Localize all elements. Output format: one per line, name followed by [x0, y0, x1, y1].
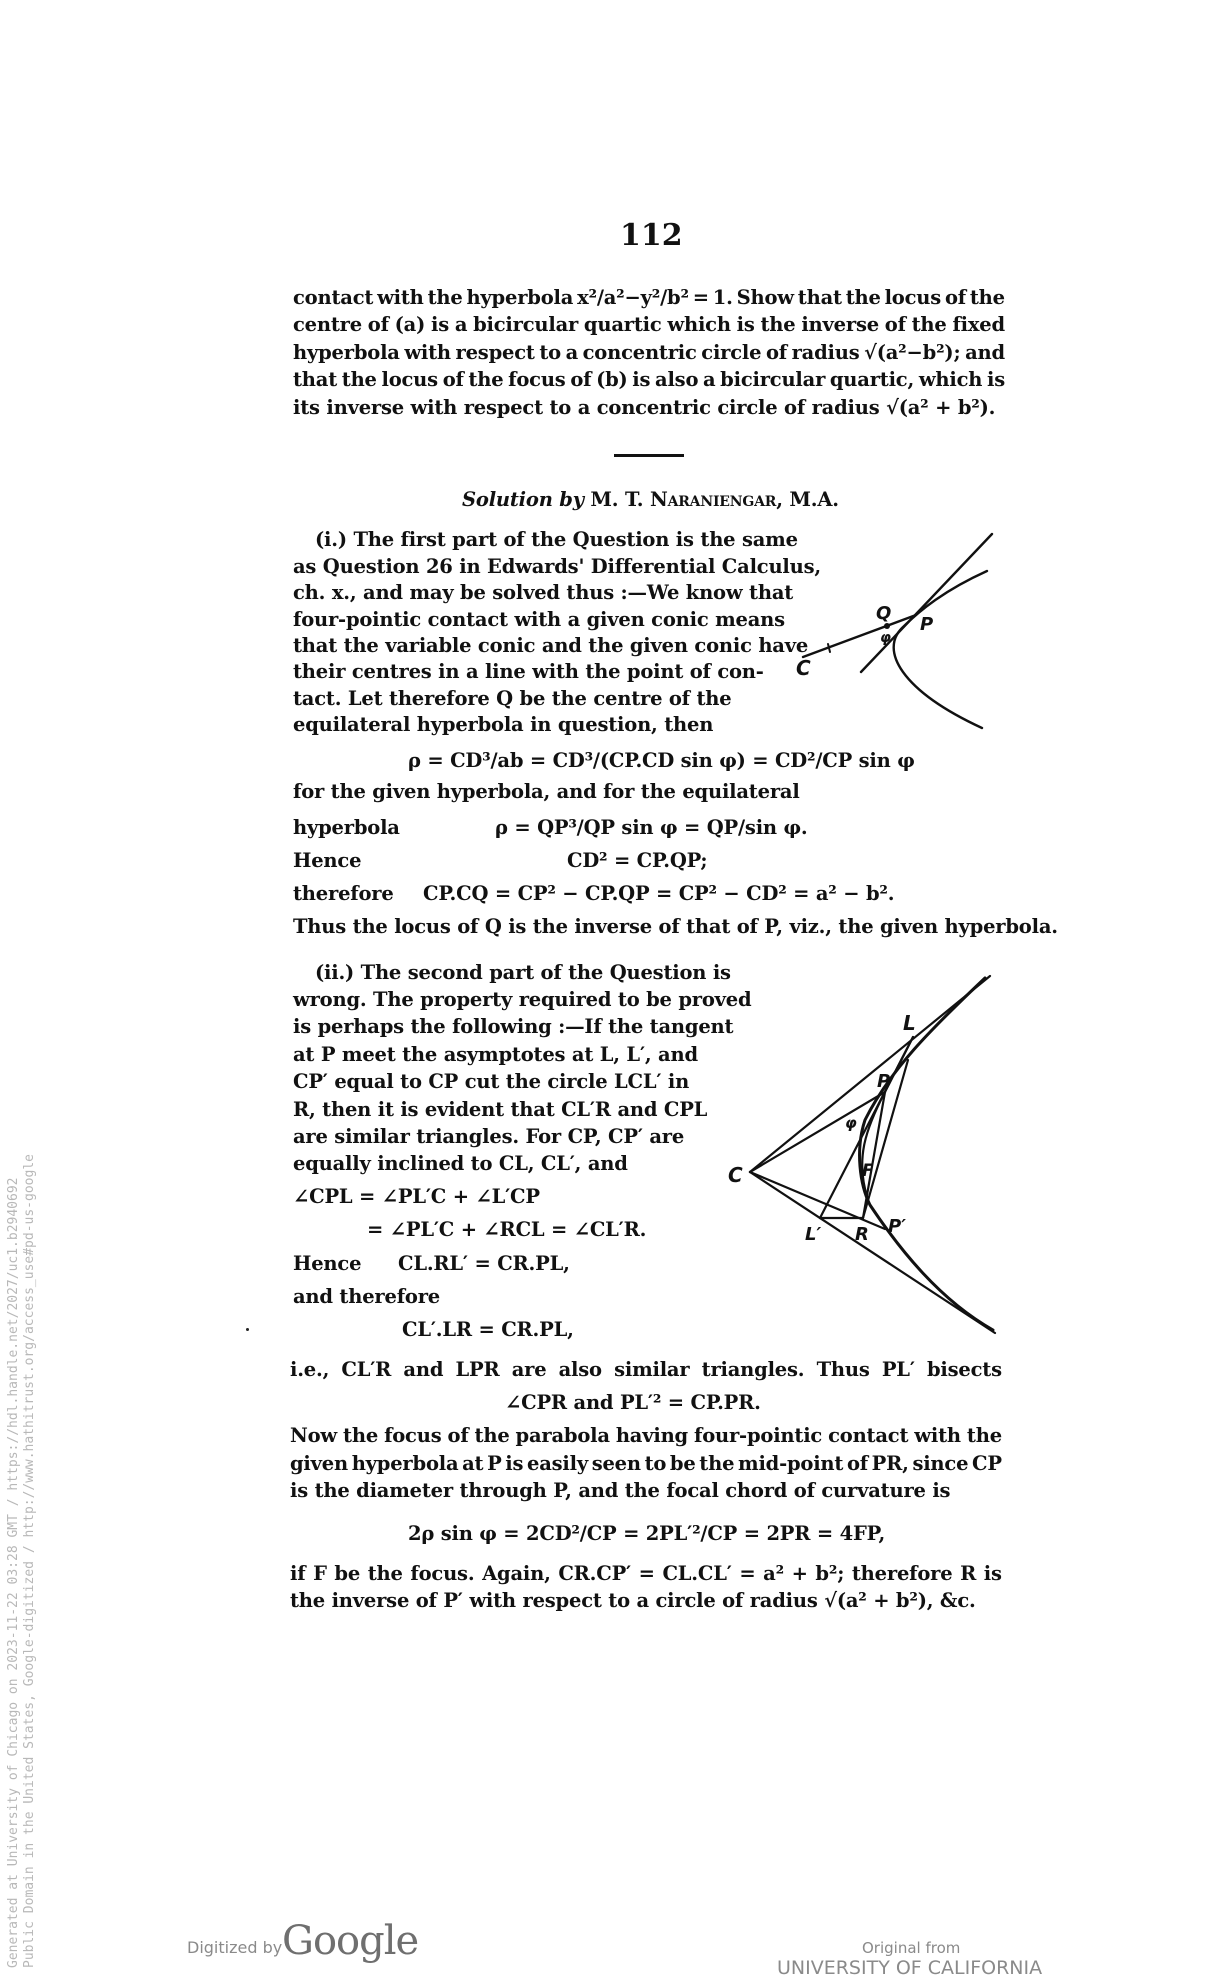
text-line — [293, 368, 1005, 392]
digitized-by-label: Digitized by — [187, 1938, 283, 1957]
word: the — [341, 368, 377, 391]
word: concentric — [582, 341, 697, 364]
word: bicircular — [720, 368, 826, 391]
text-line: four-pointic contact with a given conic means — [293, 608, 785, 631]
label-p: P — [920, 614, 934, 635]
word: triangles. — [701, 1358, 805, 1381]
word: are — [511, 1358, 547, 1381]
label-l: L — [903, 1011, 916, 1035]
text-line — [293, 313, 1005, 337]
tick-mark — [828, 644, 830, 652]
text-line: tact. Let therefore Q be the centre of the — [293, 687, 732, 710]
word: locus — [381, 368, 438, 391]
word: (b) — [596, 368, 628, 391]
word: contact — [293, 286, 374, 309]
equation-label: Hence — [293, 1252, 362, 1275]
word: CR.CP′ — [558, 1562, 631, 1585]
text-line — [293, 286, 1005, 310]
word: a — [454, 313, 468, 336]
word: focus — [384, 1424, 442, 1447]
label-c: C — [796, 656, 811, 680]
page-number: 112 — [620, 218, 683, 253]
word: is — [983, 1562, 1002, 1585]
word: hyperbola — [293, 341, 400, 364]
word: of — [765, 341, 787, 364]
word: i.e., — [290, 1358, 330, 1381]
word: = — [739, 1562, 756, 1585]
text-line: their centres in a line with the point of con- — [293, 660, 764, 683]
figure-1-diagram — [780, 520, 1020, 755]
word: easily — [527, 1452, 588, 1475]
word: the — [966, 1424, 1002, 1447]
word: that — [293, 368, 338, 391]
word: R — [960, 1562, 977, 1585]
word: is — [505, 1452, 524, 1475]
word: bisects — [926, 1358, 1002, 1381]
text-line — [293, 341, 1005, 365]
label-p: P — [877, 1071, 891, 1092]
word: CL.CL′ — [662, 1562, 732, 1585]
word: quartic — [583, 313, 662, 336]
word: Again, — [482, 1562, 551, 1585]
text-line: as Question 26 in Edwards' Differential Calculus, — [293, 555, 821, 578]
word: of — [884, 313, 906, 336]
text-line: that the variable conic and the given conic have — [293, 634, 809, 657]
word: seen — [591, 1452, 641, 1475]
word: inverse — [801, 313, 879, 336]
word: also — [558, 1358, 602, 1381]
original-from-label: Original from — [862, 1939, 961, 1957]
word: circle — [701, 341, 762, 364]
text-line: Thus the locus of Q is the inverse of that of P, viz., the given hyperbola. — [293, 915, 1058, 938]
word: CL′R — [341, 1358, 392, 1381]
equation: CD² = CP.QP; — [567, 849, 708, 872]
equation-label: hyperbola — [293, 816, 400, 839]
solution-heading — [462, 488, 839, 512]
word: CP — [972, 1452, 1002, 1475]
institution-label: UNIVERSITY OF CALIFORNIA — [777, 1957, 1043, 1979]
solution-by-label: Solution by — [462, 488, 584, 511]
text-line: the inverse of P′ with respect to a circle of radius √(a² + b²), &c. — [290, 1589, 976, 1612]
word: that — [797, 286, 842, 309]
word: 1. — [712, 286, 733, 309]
word: which — [667, 313, 731, 336]
word: b²; — [815, 1562, 845, 1585]
word: is — [736, 313, 755, 336]
word: the — [468, 368, 504, 391]
equation: CP.CQ = CP² − CP.QP = CP² − CD² = a² − b². — [423, 882, 895, 905]
word: focus — [508, 368, 566, 391]
text-line — [290, 1562, 1002, 1586]
text-line: is perhaps the following :—If the tangent — [293, 1015, 734, 1038]
word: also — [655, 368, 699, 391]
word: and — [965, 341, 1005, 364]
word: four-pointic — [694, 1424, 823, 1447]
word: √(a²−b²); — [864, 341, 961, 364]
word: hyperbola — [351, 1452, 459, 1475]
label-phi: φ — [845, 1114, 857, 1132]
word: is — [632, 368, 651, 391]
word: be — [334, 1562, 361, 1585]
word: of — [442, 368, 464, 391]
label-c: C — [728, 1163, 743, 1187]
word: the — [474, 1424, 510, 1447]
label-phi: φ — [880, 630, 891, 646]
word: bicircular — [473, 313, 579, 336]
word: Show — [736, 286, 794, 309]
scan-speck — [246, 1328, 249, 1331]
equation: ρ = CD³/ab = CD³/(CP.CD sin φ) = CD²/CP sin φ — [408, 749, 915, 772]
word: PR, — [871, 1452, 909, 1475]
word: a² — [763, 1562, 784, 1585]
word: locus — [884, 286, 942, 309]
given-hyperbola — [894, 571, 987, 728]
word: similar — [614, 1358, 690, 1381]
text-line: its inverse with respect to a concentric circle of radius √(a² + b²). — [293, 396, 996, 419]
word: since — [912, 1452, 969, 1475]
text-line: equilateral hyperbola in question, then — [293, 713, 714, 736]
word: which — [918, 368, 983, 391]
word: quartic, — [829, 368, 915, 391]
word: a — [565, 341, 578, 364]
word: the — [911, 313, 947, 336]
word: with — [377, 286, 424, 309]
word: Now — [290, 1424, 338, 1447]
hyperbola-branch — [860, 978, 993, 1330]
equation: ρ = QP³/QP sin φ = QP/sin φ. — [495, 816, 808, 839]
asymptote-upper — [750, 976, 990, 1172]
word: of — [367, 313, 389, 336]
equation: CL′.LR = CR.PL, — [402, 1318, 574, 1341]
text-line — [290, 1358, 1002, 1382]
text-line: (ii.) The second part of the Question is — [315, 961, 731, 984]
word: of — [447, 1424, 469, 1447]
equation: = ∠PL′C + ∠RCL = ∠CL′R. — [367, 1218, 647, 1241]
word: having — [615, 1424, 688, 1447]
word: PL′ — [881, 1358, 915, 1381]
word: the — [760, 313, 796, 336]
label-q: Q — [876, 603, 892, 624]
word: is — [430, 313, 449, 336]
word: therefore — [851, 1562, 953, 1585]
equation-label: and therefore — [293, 1285, 440, 1308]
word: focus. — [410, 1562, 475, 1585]
word: given — [290, 1452, 348, 1475]
text-line: is the diameter through P, and the focal chord of curvature is — [290, 1479, 951, 1502]
word: of — [570, 368, 592, 391]
watermark-line-1: Generated at University of Chicago on 2023-11-22 03:28 GMT / https://hdl.handle.net/2027/uc1.b2940692 — [6, 1177, 21, 1968]
word: and — [403, 1358, 444, 1381]
word: of — [846, 1452, 868, 1475]
word: (a) — [394, 313, 426, 336]
equation-label: therefore — [293, 882, 394, 905]
word: = — [638, 1562, 655, 1585]
equation: ∠CPR and PL′² = CP.PR. — [505, 1391, 761, 1414]
section-divider — [614, 454, 684, 457]
word: centre — [293, 313, 362, 336]
word: the — [343, 1424, 379, 1447]
figure-2-diagram — [720, 950, 1020, 1350]
equation: ∠CPL = ∠PL′C + ∠L′CP — [293, 1185, 540, 1208]
word: with — [914, 1424, 961, 1447]
word: hyperbola — [466, 286, 574, 309]
equation: CL.RL′ = CR.PL, — [398, 1252, 570, 1275]
text-line — [290, 1424, 1002, 1448]
word: LPR — [455, 1358, 500, 1381]
text-line: equally inclined to CL, CL′, and — [293, 1152, 628, 1175]
word: the — [367, 1562, 403, 1585]
text-line: (i.) The first part of the Question is the same — [315, 528, 798, 551]
word: F — [313, 1562, 327, 1585]
word: to — [539, 341, 561, 364]
text-line: R, then it is evident that CL′R and CPL — [293, 1098, 708, 1121]
word: mid-point — [738, 1452, 844, 1475]
word: + — [791, 1562, 808, 1585]
label-p-prime: P′ — [888, 1216, 906, 1237]
asymptote-lower — [750, 1172, 995, 1333]
label-f: F — [862, 1161, 874, 1181]
word: the — [845, 286, 881, 309]
text-line: CP′ equal to CP cut the circle LCL′ in — [293, 1070, 690, 1093]
google-logo: Google — [282, 1918, 419, 1964]
text-line: ch. x., and may be solved thus :—We know that — [293, 581, 794, 604]
text-line: wrong. The property required to be proved — [293, 988, 752, 1011]
word: Thus — [816, 1358, 870, 1381]
word: the — [699, 1452, 735, 1475]
word: with — [404, 341, 451, 364]
word: parabola — [515, 1424, 610, 1447]
text-line — [290, 1452, 1002, 1476]
word: is — [986, 368, 1005, 391]
word: a — [703, 368, 716, 391]
label-l-prime: L′ — [805, 1224, 822, 1245]
word: x²/a²−y²/b² — [577, 286, 689, 309]
word: fixed — [952, 313, 1005, 336]
text-line: at P meet the asymptotes at L, L′, and — [293, 1043, 698, 1066]
word: the — [969, 286, 1005, 309]
word: respect — [455, 341, 535, 364]
word: at — [462, 1452, 484, 1475]
word: radius — [791, 341, 860, 364]
word: if — [290, 1562, 306, 1585]
text-line: for the given hyperbola, and for the equilateral — [293, 780, 800, 803]
word: to — [644, 1452, 667, 1475]
solution-author: M. T. Naraniengar, M.A. — [590, 488, 839, 511]
equation: 2ρ sin φ = 2CD²/CP = 2PL′²/CP = 2PR = 4FP, — [408, 1522, 886, 1545]
word: the — [427, 286, 463, 309]
watermark-line-2: Public Domain in the United States, Google-digitized / http://www.hathitrust.org/access_use#pd-us-google — [22, 1154, 37, 1968]
word: be — [669, 1452, 696, 1475]
diameter-line — [803, 615, 916, 657]
equation-label: Hence — [293, 849, 362, 872]
word: of — [944, 286, 966, 309]
word: contact — [828, 1424, 909, 1447]
word: P — [487, 1452, 502, 1475]
text-line: are similar triangles. For CP, CP′ are — [293, 1125, 685, 1148]
word: = — [692, 286, 709, 309]
label-r: R — [855, 1224, 869, 1245]
